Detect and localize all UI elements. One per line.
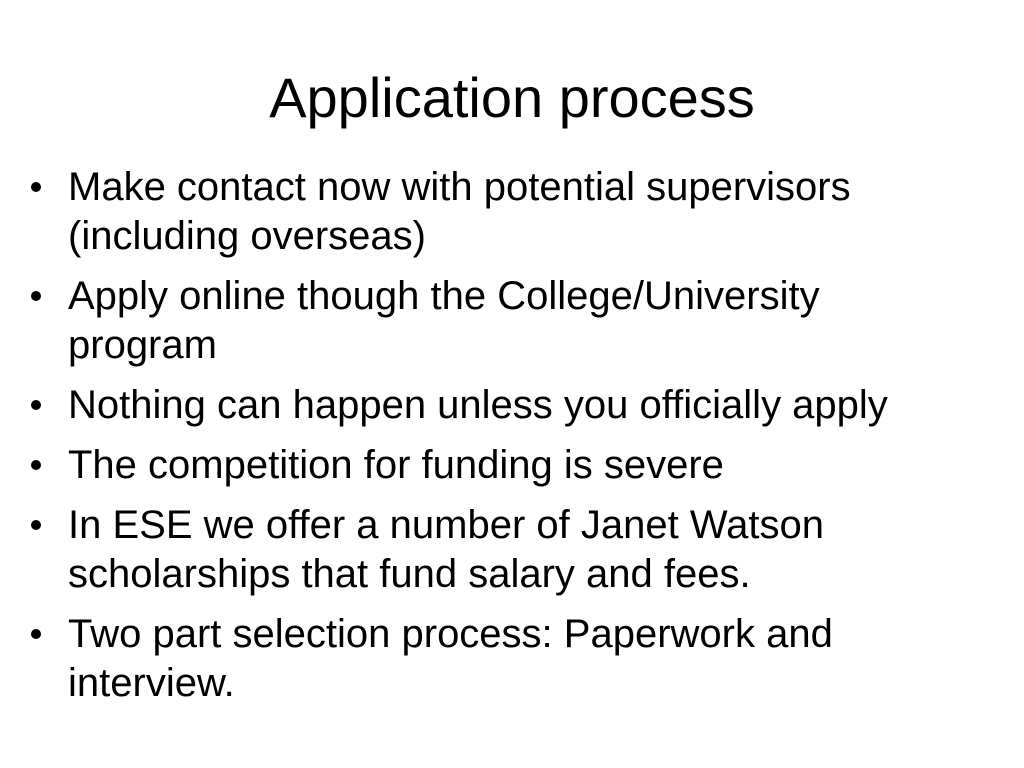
bullet-item bbox=[0, 501, 1024, 599]
bullet-text-line: The competition for funding is severe bbox=[68, 443, 724, 487]
bullet-text-line: program bbox=[68, 323, 217, 367]
slide-title: Application process bbox=[269, 66, 755, 129]
bullet-dot bbox=[31, 520, 41, 530]
bullet-item bbox=[0, 610, 1024, 708]
bullet-text-line: In ESE we offer a number of Janet Watson bbox=[68, 503, 824, 547]
bullet-text-line: scholarships that fund salary and fees. bbox=[68, 552, 751, 596]
bullet-text-line: interview. bbox=[68, 661, 235, 705]
bullet-text-line: Apply online though the College/University bbox=[68, 274, 820, 318]
bullet-dot bbox=[31, 291, 41, 301]
bullet-text-line: Nothing can happen unless you officially apply bbox=[68, 383, 888, 427]
bullet-item bbox=[0, 272, 1024, 370]
bullet-dot bbox=[31, 460, 41, 470]
bullet-dot bbox=[31, 400, 41, 410]
bullet-text-line: Two part selection process: Paperwork and bbox=[68, 612, 833, 656]
bullet-item bbox=[0, 381, 1024, 430]
bullet-item bbox=[0, 441, 1024, 490]
bullet-dot bbox=[31, 182, 41, 192]
bullet-list bbox=[0, 163, 1024, 719]
bullet-text-line: (including overseas) bbox=[68, 214, 426, 258]
bullet-item bbox=[0, 163, 1024, 261]
bullet-text-line: Make contact now with potential supervisors bbox=[68, 165, 851, 209]
bullet-dot bbox=[31, 629, 41, 639]
